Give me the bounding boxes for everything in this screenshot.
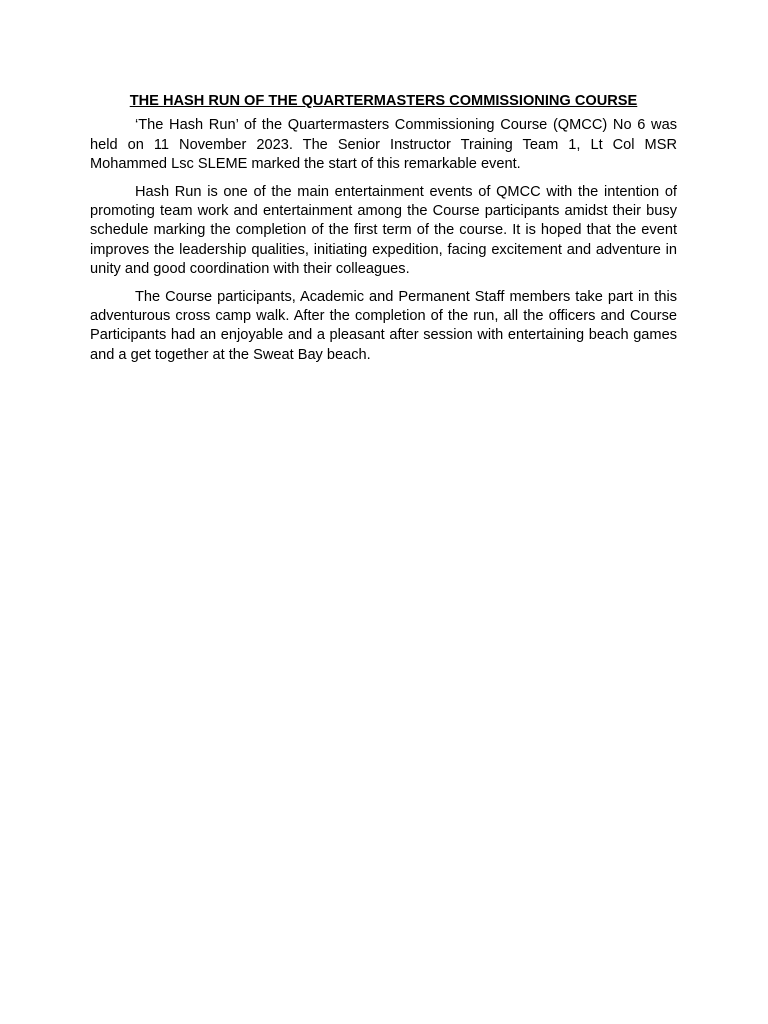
paragraph-event-start: ‘The Hash Run’ of the Quartermasters Commissioning Course (QMCC) No 6 was held on 11 November 2023. The Senior Instructor Training Team 1, Lt Col MSR Mohammed Lsc SLEME marked the start of this remarkable event. [90, 117, 677, 173]
paragraph-event-activities: The Course participants, Academic and Permanent Staff members take part in this adventurous cross camp walk. After the completion of the run, all the officers and Course Participants had an enjoyable and a pleasant after session with entertaining beach games and a get together at the Sweat Bay beach. [90, 288, 677, 363]
document-body [90, 92, 677, 373]
paragraph-event-purpose: Hash Run is one of the main entertainment events of QMCC with the intention of promoting team work and entertainment among the Course participants amidst their busy schedule marking the completion of the first term of the course. It is hoped that the event improves the leadership qualities, initiating expedition, facing excitement and adventure in unity and good coordination with their colleagues. [90, 183, 677, 278]
document-title: THE HASH RUN OF THE QUARTERMASTERS COMMISSIONING COURSE [129, 93, 638, 109]
